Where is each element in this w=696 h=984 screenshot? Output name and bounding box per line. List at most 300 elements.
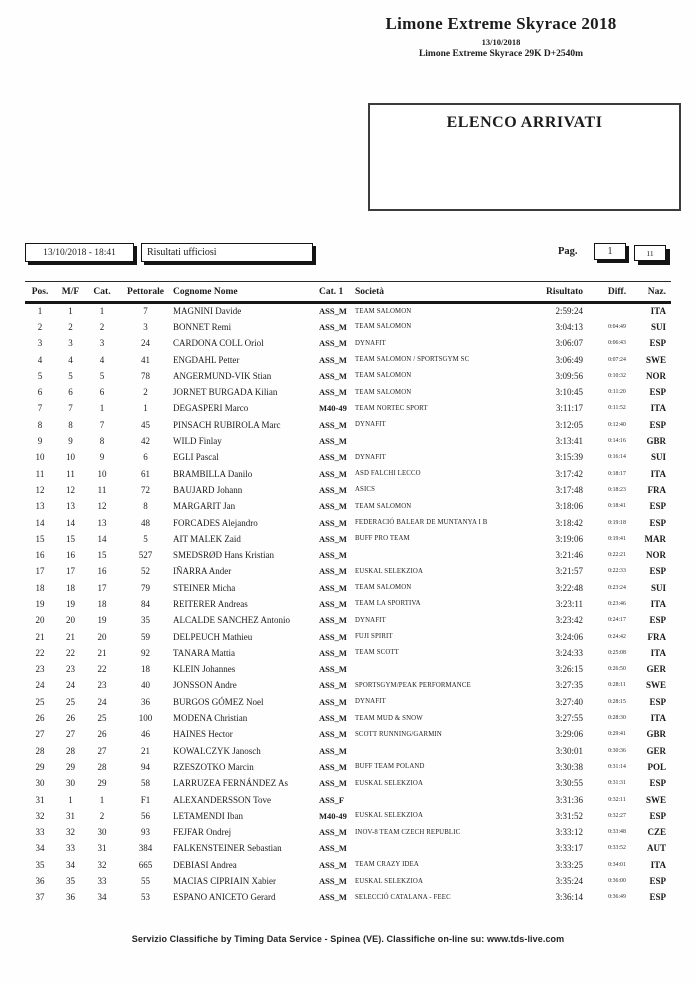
table-row	[25, 400, 671, 416]
cell-diff: 0:28:11	[608, 682, 626, 689]
cell-cat1: ASS_M	[319, 876, 347, 887]
cell-cat1: ASS_M	[319, 306, 347, 317]
cell-result: 3:30:01	[555, 745, 583, 756]
cell-cat: 21	[97, 647, 107, 658]
cell-diff: 0:23:46	[608, 600, 626, 607]
table-row	[25, 303, 671, 319]
cell-nation: NOR	[646, 370, 666, 381]
cell-result: 3:36:14	[555, 892, 583, 903]
cell-pettorale: 36	[141, 696, 150, 707]
cell-name: STEINER Micha	[173, 582, 236, 593]
cell-team	[355, 743, 537, 759]
cell-result: 3:11:17	[555, 403, 583, 414]
cell-mf: 30	[66, 778, 75, 789]
cell-diff: 0:34:01	[608, 861, 626, 868]
cell-name: FEJFAR Ondrej	[173, 827, 232, 838]
cell-cat: 11	[97, 484, 107, 495]
cell-cat: 1	[99, 403, 105, 414]
table-row	[25, 840, 671, 856]
cell-team: INOV-8 TEAM CZECH REPUBLIC	[355, 828, 461, 836]
cell-team: TEAM MUD & SNOW	[355, 714, 423, 722]
cell-cat1: ASS_M	[319, 387, 347, 398]
cell-team: EUSKAL SELEKZIOA	[355, 877, 424, 885]
cell-diff: 0:04:49	[608, 323, 626, 330]
status-box: Risultati ufficiosi	[141, 243, 313, 262]
column-header-cat: Cat.	[86, 282, 118, 303]
cell-diff: 0:16:14	[608, 454, 626, 461]
cell-result: 3:17:42	[555, 468, 583, 479]
cell-team: TEAM SALOMON	[355, 502, 412, 510]
cell-team: TEAM SCOTT	[355, 649, 399, 657]
cell-diff: 0:32:27	[608, 812, 626, 819]
cell-mf: 22	[66, 647, 75, 658]
cell-team	[355, 791, 537, 807]
banner-title: ELENCO ARRIVATI	[446, 114, 603, 131]
cell-cat: 15	[97, 550, 107, 561]
column-header-nation: Naz.	[637, 282, 671, 303]
cell-nation: ESP	[649, 696, 666, 707]
cell-team: SCOTT RUNNING/GARMIN	[355, 730, 442, 738]
cell-name: BAUJARD Johann	[173, 484, 243, 495]
cell-pos: 5	[37, 370, 43, 381]
cell-result: 3:23:11	[555, 598, 583, 609]
cell-result: 3:29:06	[555, 729, 583, 740]
cell-pos: 11	[35, 468, 45, 479]
cell-mf: 26	[66, 713, 75, 724]
cell-diff: 0:28:15	[608, 698, 626, 705]
cell-mf: 9	[68, 436, 73, 447]
cell-name: MACIAS CIPRIAIN Xabier	[173, 876, 276, 887]
table-row	[25, 726, 671, 742]
cell-name: MARGARIT Jan	[173, 501, 236, 512]
cell-name: ESPANO ANICETO Gerard	[173, 892, 276, 903]
cell-name: MAGNINI Davide	[173, 306, 242, 317]
cell-cat1: ASS_M	[319, 631, 347, 642]
cell-cat: 2	[99, 810, 105, 821]
cell-diff: 0:10:32	[608, 372, 626, 379]
cell-pettorale: 84	[141, 598, 150, 609]
page-label: Pag.	[558, 246, 578, 257]
cell-pettorale: 21	[141, 745, 150, 756]
cell-pettorale: 79	[141, 582, 150, 593]
cell-mf: 27	[66, 729, 75, 740]
cell-name: IÑARRA Ander	[173, 566, 232, 577]
cell-cat: 34	[97, 892, 107, 903]
table-row	[25, 628, 671, 644]
cell-mf: 11	[66, 468, 75, 479]
cell-team: EUSKAL SELEKZIOA	[355, 567, 424, 575]
table-row	[25, 433, 671, 449]
cell-pos: 20	[35, 615, 45, 626]
cell-cat1: ASS_M	[319, 517, 347, 528]
cell-nation: ITA	[650, 713, 666, 724]
table-row	[25, 857, 671, 873]
table-row	[25, 417, 671, 433]
cell-diff: 0:30:36	[608, 747, 626, 754]
cell-pettorale: 45	[141, 419, 150, 430]
race-header	[306, 14, 696, 59]
cell-cat: 23	[97, 680, 107, 691]
cell-result: 3:12:05	[555, 419, 583, 430]
table-row	[25, 465, 671, 481]
cell-cat1: ASS_M	[319, 615, 347, 626]
cell-pos: 27	[35, 729, 45, 740]
cell-cat1: ASS_M	[319, 598, 347, 609]
cell-team: DYNAFIT	[355, 698, 386, 706]
cell-cat1: ASS_M	[319, 680, 347, 691]
cell-pos: 10	[35, 452, 45, 463]
cell-nation: SUI	[650, 452, 666, 463]
cell-pettorale: 7	[143, 306, 148, 317]
cell-diff: 0:18:23	[608, 486, 626, 493]
cell-cat: 26	[97, 729, 107, 740]
column-header-diff: Diff.	[597, 282, 637, 303]
cell-pettorale: 58	[141, 778, 150, 789]
cell-mf: 25	[66, 696, 75, 707]
cell-nation: ITA	[650, 647, 666, 658]
cell-result: 2:59:24	[555, 306, 583, 317]
cell-result: 3:23:42	[555, 615, 583, 626]
cell-cat1: ASS_M	[319, 436, 347, 447]
cell-mf: 34	[66, 859, 75, 870]
cell-pos: 31	[35, 794, 45, 805]
cell-nation: SWE	[645, 680, 666, 691]
table-row	[25, 645, 671, 661]
cell-cat1: ASS_M	[319, 533, 347, 544]
table-row	[25, 824, 671, 840]
cell-mf: 14	[66, 517, 75, 528]
cell-nation: SUI	[650, 321, 666, 332]
cell-result: 3:26:15	[555, 664, 583, 675]
cell-cat1: ASS_M	[319, 338, 347, 349]
cell-pettorale: 61	[141, 468, 150, 479]
cell-diff: 0:14:16	[608, 438, 626, 445]
cell-nation: MAR	[644, 533, 666, 544]
cell-name: MODENA Christian	[173, 713, 248, 724]
cell-diff: 0:33:48	[608, 829, 626, 836]
cell-diff: 0:18:41	[608, 503, 626, 510]
cell-cat: 1	[99, 794, 105, 805]
cell-result: 3:19:06	[555, 533, 583, 544]
cell-diff: 0:28:30	[608, 715, 626, 722]
cell-pettorale: 46	[141, 729, 150, 740]
cell-pos: 1	[37, 306, 43, 317]
cell-pettorale: 59	[141, 631, 150, 642]
cell-name: ENGDAHL Petter	[173, 354, 240, 365]
table-row	[25, 514, 671, 530]
cell-mf: 17	[66, 566, 75, 577]
cell-pettorale: 53	[141, 892, 150, 903]
cell-result: 3:31:36	[555, 794, 583, 805]
table-row	[25, 531, 671, 547]
cell-result: 3:33:25	[555, 859, 583, 870]
cell-pettorale: 92	[141, 647, 150, 658]
cell-name: FORCADES Alejandro	[173, 517, 258, 528]
cell-nation: ESP	[649, 419, 666, 430]
cell-result: 3:24:06	[555, 631, 583, 642]
cell-cat1: ASS_M	[319, 501, 347, 512]
table-row	[25, 384, 671, 400]
cell-cat1: ASS_M	[319, 582, 347, 593]
cell-cat: 25	[97, 713, 107, 724]
cell-pos: 21	[35, 631, 45, 642]
cell-cat1: ASS_M	[319, 859, 347, 870]
cell-mf: 13	[66, 501, 75, 512]
results-table	[25, 281, 671, 905]
cell-team: TEAM SALOMON	[355, 323, 412, 331]
cell-team	[355, 661, 537, 677]
cell-pettorale: 93	[141, 827, 150, 838]
cell-cat: 4	[99, 354, 105, 365]
cell-pos: 34	[35, 843, 45, 854]
cell-nation: ITA	[650, 598, 666, 609]
cell-mf: 10	[66, 452, 75, 463]
cell-team: DYNAFIT	[355, 421, 386, 429]
cell-result: 3:10:45	[555, 387, 583, 398]
cell-pos: 17	[35, 566, 45, 577]
cell-result: 3:06:07	[555, 338, 583, 349]
column-header-name: Cognome Nome	[173, 282, 319, 303]
cell-cat: 7	[99, 419, 105, 430]
cell-name: HAINES Hector	[173, 729, 233, 740]
cell-team: SELECCIÓ CATALANA - FEEC	[355, 893, 451, 901]
cell-cat: 19	[97, 615, 107, 626]
cell-nation: FRA	[647, 484, 666, 495]
cell-cat1: M40-49	[319, 403, 347, 414]
cell-name: DEBIASI Andrea	[173, 859, 237, 870]
cell-nation: FRA	[647, 631, 666, 642]
cell-pos: 2	[37, 321, 43, 332]
cell-cat: 8	[99, 436, 105, 447]
cell-nation: SWE	[645, 354, 666, 365]
table-row	[25, 661, 671, 677]
cell-diff: 0:32:11	[608, 796, 626, 803]
cell-cat: 9	[99, 452, 105, 463]
cell-pos: 14	[35, 517, 45, 528]
cell-diff: 0:19:41	[608, 535, 626, 542]
cell-cat1: ASS_M	[319, 468, 347, 479]
cell-pettorale: 40	[141, 680, 150, 691]
cell-cat1: ASS_M	[319, 484, 347, 495]
cell-pos: 3	[37, 338, 43, 349]
cell-pos: 25	[35, 696, 45, 707]
cell-pos: 9	[37, 436, 43, 447]
cell-diff: 0:24:42	[608, 633, 626, 640]
cell-nation: ESP	[649, 778, 666, 789]
cell-pettorale: 100	[138, 713, 153, 724]
cell-diff: 0:26:50	[608, 666, 626, 673]
cell-cat: 1	[99, 306, 105, 317]
datetime-box: 13/10/2018 - 18:41	[25, 243, 134, 262]
cell-mf: 29	[66, 761, 75, 772]
cell-nation: ESP	[649, 876, 666, 887]
cell-team: DYNAFIT	[355, 339, 386, 347]
cell-nation: GBR	[646, 729, 666, 740]
cell-cat1: ASS_M	[319, 745, 347, 756]
footer-text: Servizio Classifiche by Timing Data Service - Spinea (VE). Classifiche on-line su: www.tds-live.com	[131, 934, 565, 944]
cell-cat1: ASS_M	[319, 761, 347, 772]
cell-cat: 12	[97, 501, 107, 512]
cell-cat1: ASS_M	[319, 647, 347, 658]
cell-nation: ESP	[649, 566, 666, 577]
page-number-box: 1	[594, 243, 626, 260]
cell-mf: 3	[68, 338, 73, 349]
cell-cat1: ASS_M	[319, 696, 347, 707]
cell-name: LARRUZEA FERNÁNDEZ As	[173, 778, 289, 789]
cell-diff: 0:23:24	[608, 584, 626, 591]
cell-nation: ITA	[650, 306, 666, 317]
cell-pos: 15	[35, 533, 45, 544]
race-title: Limone Extreme Skyrace 2018	[385, 14, 617, 33]
cell-pettorale: 72	[141, 484, 150, 495]
cell-name: PINSACH RUBIROLA Marc	[173, 419, 281, 430]
cell-team: EUSKAL SELEKZIOA	[355, 779, 424, 787]
cell-result: 3:13:41	[555, 436, 583, 447]
page-total-box: 11	[634, 245, 666, 261]
cell-cat: 13	[97, 517, 107, 528]
cell-pos: 24	[35, 680, 45, 691]
cell-nation: POL	[647, 761, 666, 772]
table-row	[25, 449, 671, 465]
cell-mf: 1	[68, 794, 73, 805]
cell-pos: 4	[37, 354, 43, 365]
table-row	[25, 547, 671, 563]
cell-cat: 28	[97, 761, 107, 772]
cell-name: SMEDSRØD Hans Kristian	[173, 550, 275, 561]
cell-mf: 1	[68, 306, 73, 317]
cell-cat: 5	[99, 370, 105, 381]
cell-diff: 0:06:43	[608, 340, 626, 347]
cell-cat1: ASS_M	[319, 566, 347, 577]
cell-cat: 10	[97, 468, 107, 479]
cell-name: BONNET Remi	[173, 321, 232, 332]
table-row	[25, 694, 671, 710]
cell-cat: 18	[97, 598, 107, 609]
cell-pos: 33	[35, 827, 45, 838]
cell-cat1: ASS_M	[319, 419, 347, 430]
cell-team: TEAM SALOMON	[355, 388, 412, 396]
cell-mf: 8	[68, 419, 73, 430]
cell-mf: 12	[66, 484, 75, 495]
cell-mf: 23	[66, 664, 75, 675]
cell-nation: GBR	[646, 436, 666, 447]
cell-cat1: M40-49	[319, 810, 347, 821]
cell-name: RZESZOTKO Marcin	[173, 761, 254, 772]
cell-result: 3:35:24	[555, 876, 583, 887]
cell-team: TEAM CRAZY IDEA	[355, 861, 419, 869]
cell-diff: 0:24:17	[608, 617, 626, 624]
cell-name: FALKENSTEINER Sebastian	[173, 843, 282, 854]
cell-mf: 33	[66, 843, 75, 854]
cell-mf: 16	[66, 550, 75, 561]
cell-cat: 30	[97, 827, 107, 838]
cell-team: DYNAFIT	[355, 616, 386, 624]
cell-nation: ESP	[649, 517, 666, 528]
cell-cat1: ASS_M	[319, 713, 347, 724]
cell-diff: 0:11:52	[608, 405, 626, 412]
cell-cat1: ASS_M	[319, 550, 347, 561]
cell-cat1: ASS_M	[319, 370, 347, 381]
cell-result: 3:33:12	[555, 827, 583, 838]
cell-pettorale: 6	[143, 452, 148, 463]
cell-result: 3:30:38	[555, 761, 583, 772]
cell-result: 3:04:13	[555, 321, 583, 332]
cell-pos: 7	[37, 403, 43, 414]
cell-pos: 36	[35, 876, 45, 887]
cell-pettorale: 55	[141, 876, 150, 887]
table-row	[25, 808, 671, 824]
cell-name: EGLI Pascal	[173, 452, 219, 463]
cell-nation: SUI	[650, 582, 666, 593]
cell-nation: AUT	[646, 843, 666, 854]
cell-cat: 20	[97, 631, 107, 642]
cell-nation: ITA	[650, 859, 666, 870]
cell-name: JORNET BURGADA Kilian	[173, 387, 278, 398]
cell-pettorale: 42	[141, 436, 150, 447]
cell-name: KLEIN Johannes	[173, 664, 236, 675]
cell-cat1: ASS_M	[319, 729, 347, 740]
cell-name: REITERER Andreas	[173, 598, 248, 609]
cell-name: WILD Finlay	[173, 436, 222, 447]
cell-pettorale: 1	[143, 403, 148, 414]
cell-result: 3:27:55	[555, 713, 583, 724]
cell-mf: 15	[66, 533, 75, 544]
cell-team: TEAM SALOMON	[355, 584, 412, 592]
cell-name: BURGOS GÓMEZ Noel	[173, 696, 264, 707]
cell-cat1: ASS_M	[319, 843, 347, 854]
column-header-pos: Pos.	[25, 282, 55, 303]
cell-nation: ITA	[650, 403, 666, 414]
cell-cat: 22	[97, 664, 107, 675]
table-row	[25, 335, 671, 351]
cell-result: 3:06:49	[555, 354, 583, 365]
cell-result: 3:18:06	[555, 501, 583, 512]
cell-cat1: ASS_M	[319, 452, 347, 463]
cell-result: 3:09:56	[555, 370, 583, 381]
cell-pettorale: F1	[140, 794, 151, 805]
cell-name: DEGASPERI Marco	[173, 403, 249, 414]
cell-pos: 8	[37, 419, 43, 430]
cell-name: LETAMENDI Iban	[173, 810, 244, 821]
cell-pos: 23	[35, 664, 45, 675]
cell-team: TEAM NORTEC SPORT	[355, 404, 428, 412]
cell-mf: 36	[66, 892, 75, 903]
cell-team: EUSKAL SELEKZIOA	[355, 812, 424, 820]
cell-cat: 17	[97, 582, 107, 593]
cell-nation: CZE	[647, 827, 666, 838]
cell-pos: 13	[35, 501, 45, 512]
cell-mf: 20	[66, 615, 75, 626]
cell-name: ALEXANDERSSON Tove	[173, 794, 271, 805]
cell-team: TEAM SALOMON	[355, 307, 412, 315]
cell-pettorale: 78	[141, 370, 150, 381]
cell-nation: ESP	[649, 338, 666, 349]
cell-pos: 37	[35, 892, 45, 903]
cell-team: TEAM SALOMON / SPORTSGYM SC	[355, 356, 470, 364]
cell-name: DELPEUCH Mathieu	[173, 631, 253, 642]
cell-nation: NOR	[646, 550, 666, 561]
cell-mf: 7	[68, 403, 73, 414]
cell-cat: 14	[97, 533, 107, 544]
cell-cat: 29	[97, 778, 107, 789]
cell-name: ANGERMUND-VIK Stian	[173, 370, 272, 381]
cell-team: ASD FALCHI LECCO	[355, 470, 421, 478]
cell-result: 3:22:48	[555, 582, 583, 593]
cell-team: FUJI SPIRIT	[355, 633, 393, 641]
table-row	[25, 677, 671, 693]
cell-nation: ITA	[650, 468, 666, 479]
cell-diff: 0:31:31	[608, 780, 626, 787]
